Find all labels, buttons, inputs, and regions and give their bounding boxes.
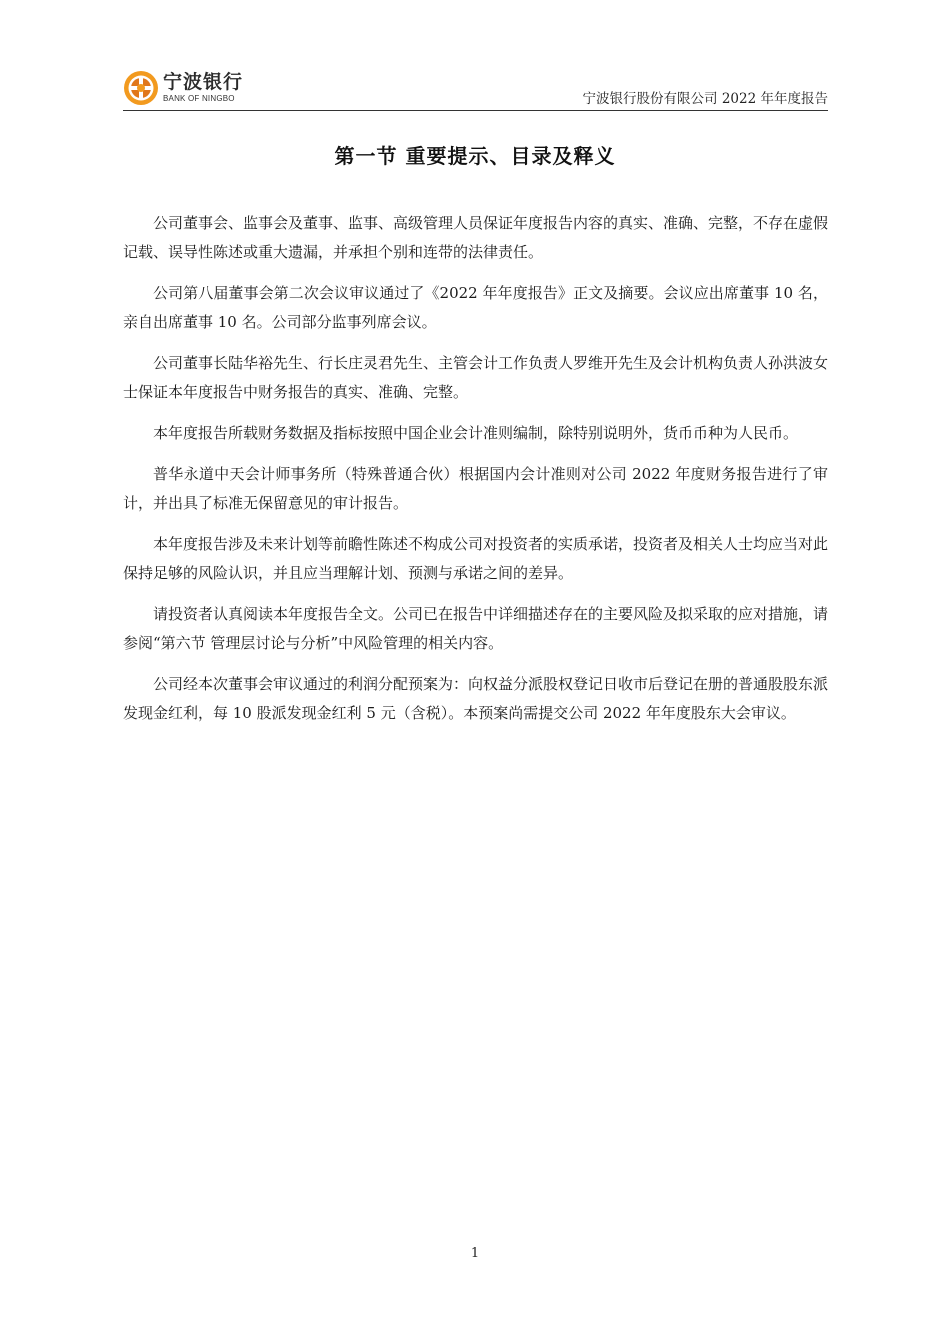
paragraph-board-approval: 公司第八届董事会第二次会议审议通过了《2022 年年度报告》正文及摘要。会议应出席董事 10 名，亲自出席董事 10 名。公司部分监事列席会议。 (123, 284, 828, 331)
paragraph-responsibility: 公司董事会、监事会及董事、监事、高级管理人员保证年度报告内容的真实、准确、完整，不存在虚假记载、误导性陈述或重大遗漏，并承担个别和连带的法律责任。 (123, 214, 829, 261)
bank-logo (123, 68, 243, 108)
paragraph-forward-looking: 本年度报告涉及未来计划等前瞻性陈述不构成公司对投资者的实质承诺，投资者及相关人士均应当对此保持足够的风险认识，并且应当理解计划、预测与承诺之间的差异。 (123, 535, 829, 582)
page-header (123, 64, 828, 111)
paragraph-financial-guarantee: 公司董事长陆华裕先生、行长庄灵君先生、主管会计工作负责人罗维开先生及会计机构负责人孙洪波女士保证本年度报告中财务报告的真实、准确、完整。 (123, 354, 829, 401)
paragraph-audit: 普华永道中天会计师事务所（特殊普通合伙）根据国内会计准则对公司 2022 年度财务报告进行了审计，并出具了标准无保留意见的审计报告。 (123, 465, 828, 512)
notice-content (123, 209, 828, 740)
logo-english-name: BANK OF NINGBO (163, 94, 235, 103)
report-header-title: 宁波银行股份有限公司 2022 年年度报告 (582, 91, 828, 107)
bank-logo-icon (123, 70, 159, 106)
logo-chinese-name: 宁波银行 (163, 71, 244, 93)
page-number: 1 (470, 1246, 480, 1261)
paragraph-profit-distribution: 公司经本次董事会审议通过的利润分配预案为：向权益分派股权登记日收市后登记在册的普通股股东派发现金红利，每 10 股派发现金红利 5 元（含税）。本预案尚需提交公司 2022 年年度股东大会审议。 (123, 675, 829, 722)
paragraph-risk-notice: 请投资者认真阅读本年度报告全文。公司已在报告中详细描述存在的主要风险及拟采取的应对措施，请参阅“第六节 管理层讨论与分析”中风险管理的相关内容。 (123, 605, 829, 652)
section-title: 第一节 重要提示、目录及释义 (334, 144, 616, 168)
paragraph-accounting-standards: 本年度报告所载财务数据及指标按照中国企业会计准则编制，除特别说明外，货币币种为人民币。 (153, 424, 799, 442)
